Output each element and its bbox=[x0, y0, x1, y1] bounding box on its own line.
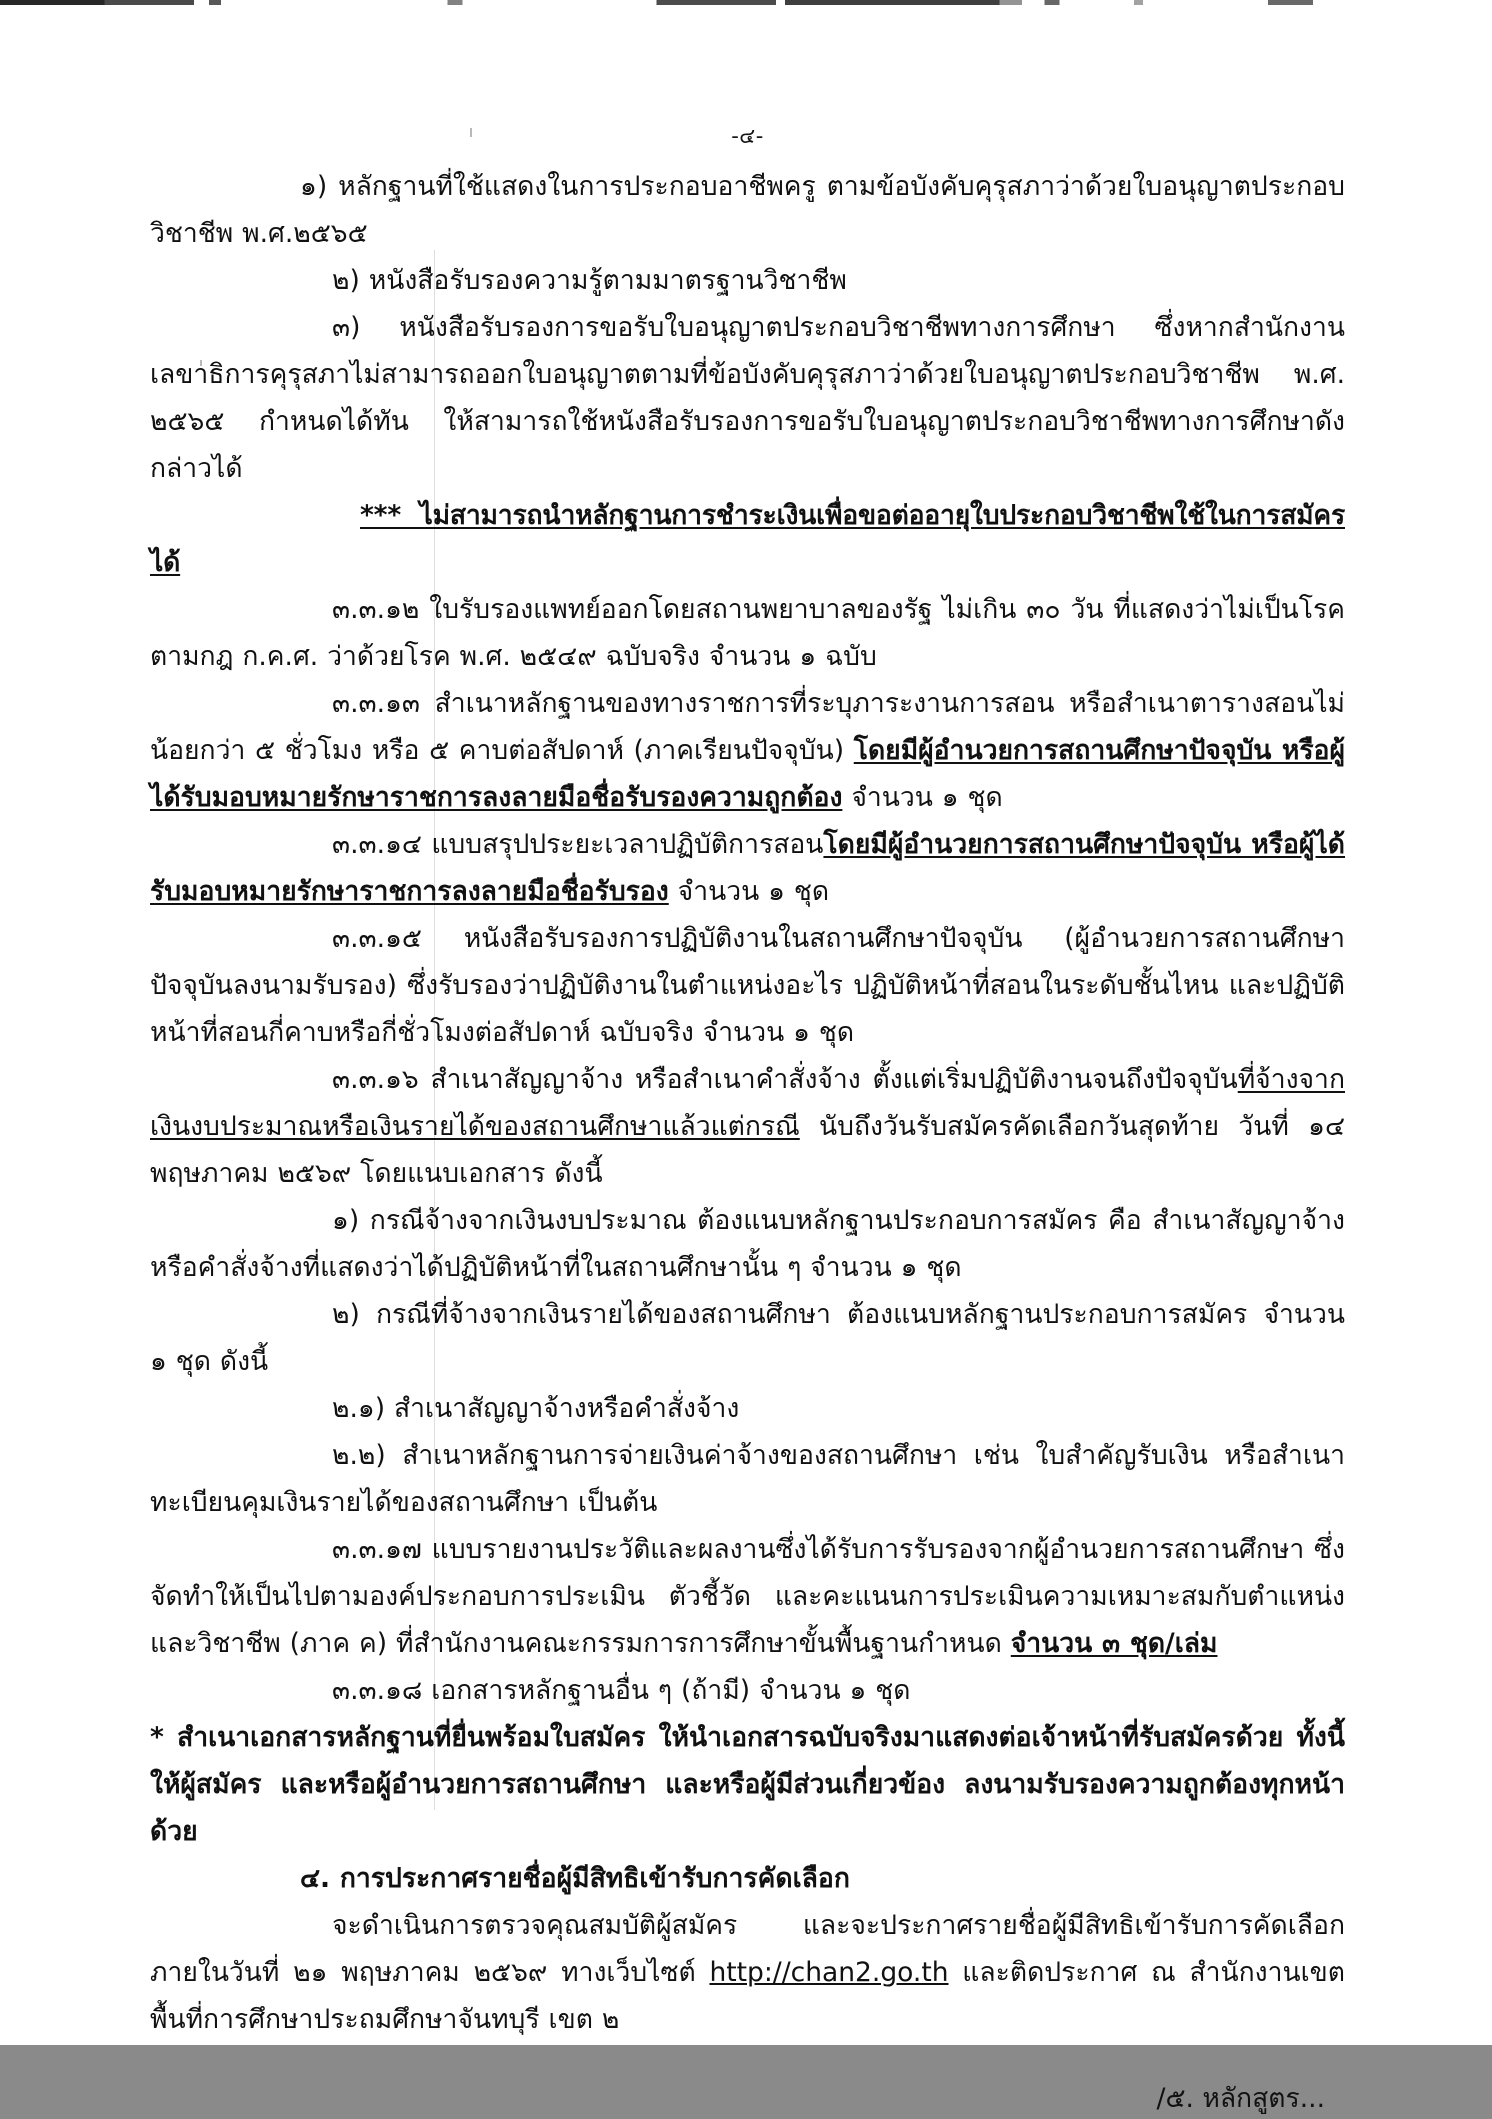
clause-3-3-16-lead: ๓.๓.๑๖ สำเนาสัญญาจ้าง หรือสำเนาคำสั่งจ้าง ตั้งแต่เริ่มปฏิบัติงานจนถึงปัจจุบัน bbox=[332, 1064, 1238, 1095]
clause-3-3-14-emphasis: โดยมีผู้อำนวยการสถานศึกษาปัจจุบัน หรือผู้ได้รับมอบหมายรักษาราชการลงลายมือชื่อรับรอง bbox=[150, 829, 1345, 907]
scan-edge-artifact bbox=[0, 0, 1492, 5]
section-4-body bbox=[150, 1902, 1345, 2043]
clause-3-3-16-sub-2: ๒) กรณีที่จ้างจากเงินรายได้ของสถานศึกษา ต้องแนบหลักฐานประกอบการสมัคร จำนวน ๑ ชุด ดังนี้ bbox=[150, 1299, 1345, 1377]
page-number: -๔- bbox=[731, 124, 764, 148]
document-body bbox=[150, 120, 1345, 2119]
evidence-item-1: ๑) หลักฐานที่ใช้แสดงในการประกอบอาชีพครู ตามข้อบังคับคุรุสภาว่าด้วยใบอนุญาตประกอบวิชาชีพ พ.ศ.๒๕๖๕ bbox=[150, 171, 1345, 249]
clause-3-3-17 bbox=[150, 1526, 1345, 1667]
clause-3-3-14-tail: จำนวน ๑ ชุด bbox=[668, 876, 830, 907]
clause-3-3-15: ๓.๓.๑๕ หนังสือรับรองการปฏิบัติงานในสถานศึกษาปัจจุบัน (ผู้อำนวยการสถานศึกษาปัจจุบันลงนามรับรอง) ซึ่งรับรองว่าปฏิบัติงานในตำแหน่งอะไร ปฏิบัติหน้าที่สอนในระดับชั้นไหน และปฏิบัติหน้าที่สอนกี่คาบหรือกี่ชั่วโมงต่อสัปดาห์ ฉบับจริง จำนวน ๑ ชุด bbox=[150, 923, 1345, 1048]
clause-3-3-18: ๓.๓.๑๘ เอกสารหลักฐานอื่น ๆ (ถ้ามี) จำนวน ๑ ชุด bbox=[332, 1675, 911, 1706]
clause-3-3-13-tail: จำนวน ๑ ชุด bbox=[842, 782, 1003, 813]
section-4-heading bbox=[150, 1855, 1345, 1902]
clause-3-3-13-lead: ๓.๓.๑๓ สำเนาหลักฐานของทางราชการที่ระบุภาระงานการสอน หรือสำเนาตารางสอนไม่น้อยกว่า ๕ ชั่วโมง หรือ ๕ คาบต่อสัปดาห์ (ภาคเรียนปัจจุบัน) bbox=[150, 688, 1345, 766]
section-4-heading-text: ๔. การประกาศรายชื่อผู้มีสิทธิเข้ารับการคัดเลือก bbox=[300, 1863, 850, 1894]
clause-3-3-16-sub-1: ๑) กรณีจ้างจากเงินงบประมาณ ต้องแนบหลักฐานประกอบการสมัคร คือ สำเนาสัญญาจ้างหรือคำสั่งจ้างที่แสดงว่าได้ปฏิบัติหน้าที่ในสถานศึกษานั้น ๆ จำนวน ๑ ชุด bbox=[150, 1205, 1345, 1283]
asterisk-note bbox=[150, 1714, 1345, 1855]
clause-3-3-17-lead: ๓.๓.๑๗ แบบรายงานประวัติและผลงานซึ่งได้รับการรับรองจากผู้อำนวยการสถานศึกษา ซึ่งจัดทำให้เป็นไปตามองค์ประกอบการประเมิน ตัวชี้วัด และคะแนนการประเมินความเหมาะสมกับตำแหน่งและวิชาชีพ (ภาค ค) ที่สำนักงานคณะกรรมการการศึกษาขั้นพื้นฐานกำหนด bbox=[150, 1534, 1345, 1659]
warning-note-text: *** ไม่สามารถนำหลักฐานการชำระเงินเพื่อขอต่ออายุใบประกอบวิชาชีพใช้ในการสมัครได้ bbox=[150, 500, 1345, 578]
clause-3-3-13-emphasis: โดยมีผู้อำนวยการสถานศึกษาปัจจุบัน หรือผู้ได้รับมอบหมายรักษาราชการลงลายมือชื่อรับรองความถูกต้อง bbox=[150, 735, 1345, 813]
clause-3-3-16-tail: นับถึงวันรับสมัครคัดเลือกวันสุดท้าย วันที่ ๑๔ พฤษภาคม ๒๕๖๙ โดยแนบเอกสาร ดังนี้ bbox=[150, 1111, 1345, 1189]
evidence-item-3: ๓) หนังสือรับรองการขอรับใบอนุญาตประกอบวิชาชีพทางการศึกษา ซึ่งหากสำนักงานเลขาธิการคุรุสภาไม่สามารถออกใบอนุญาตตามที่ข้อบังคับคุรุสภาว่าด้วยใบอนุญาตประกอบวิชาชีพ พ.ศ. ๒๕๖๕ กำหนดได้ทัน ให้สามารถใช้หนังสือรับรองการขอรับใบอนุญาตประกอบวิชาชีพทางการศึกษาดังกล่าวได้ bbox=[150, 312, 1345, 484]
clause-3-3-12: ๓.๓.๑๒ ใบรับรองแพทย์ออกโดยสถานพยาบาลของรัฐ ไม่เกิน ๓๐ วัน ที่แสดงว่าไม่เป็นโรคตามกฎ ก.ค.ศ. ว่าด้วยโรค พ.ศ. ๒๕๔๙ ฉบับจริง จำนวน ๑ ฉบับ bbox=[150, 594, 1345, 672]
clause-3-3-14-lead: ๓.๓.๑๔ แบบสรุปประยะเวลาปฏิบัติการสอน bbox=[332, 829, 824, 860]
clause-3-3-14 bbox=[150, 821, 1345, 915]
clause-3-3-16-sub-2-1: ๒.๑) สำเนาสัญญาจ้างหรือคำสั่งจ้าง bbox=[332, 1393, 740, 1424]
warning-note bbox=[150, 492, 1345, 586]
footer-continuation-note: /๕. หลักสูตร... bbox=[1156, 2083, 1325, 2114]
section-4-body-tail: และติดประกาศ ณ สำนักงานเขตพื้นที่การศึกษาประถมศึกษาจันทบุรี เขต ๒ bbox=[150, 1957, 1345, 2035]
asterisk-note-text: * สำเนาเอกสารหลักฐานที่ยื่นพร้อมใบสมัคร ให้นำเอกสารฉบับจริงมาแสดงต่อเจ้าหน้าที่รับสมัครด้วย ทั้งนี้ ให้ผู้สมัคร และหรือผู้อำนวยการสถานศึกษา และหรือผู้มีส่วนเกี่ยวข้อง ลงนามรับรองความถูกต้องทุกหน้าด้วย bbox=[150, 1722, 1345, 1847]
section-4-body-lead: จะดำเนินการตรวจคุณสมบัติผู้สมัคร และจะประกาศรายชื่อผู้มีสิทธิเข้ารับการคัดเลือกภายในวันที่ ๒๑ พฤษภาคม ๒๕๖๙ ทางเว็บไซต์ bbox=[150, 1910, 1345, 1988]
clause-3-3-16-sub-2-2: ๒.๒) สำเนาหลักฐานการจ่ายเงินค่าจ้างของสถานศึกษา เช่น ใบสำคัญรับเงิน หรือสำเนาทะเบียนคุมเงินรายได้ของสถานศึกษา เป็นต้น bbox=[150, 1440, 1345, 1518]
clause-3-3-16-emphasis: ที่จ้างจากเงินงบประมาณหรือเงินรายได้ของสถานศึกษาแล้วแต่กรณี bbox=[150, 1064, 1345, 1142]
website-link[interactable]: http://chan2.go.th bbox=[709, 1957, 949, 1988]
evidence-item-2: ๒) หนังสือรับรองความรู้ตามมาตรฐานวิชาชีพ bbox=[332, 265, 847, 296]
clause-3-3-17-emphasis: จำนวน ๓ ชุด/เล่ม bbox=[1010, 1628, 1218, 1659]
clause-3-3-16 bbox=[150, 1056, 1345, 1197]
clause-3-3-13 bbox=[150, 680, 1345, 821]
